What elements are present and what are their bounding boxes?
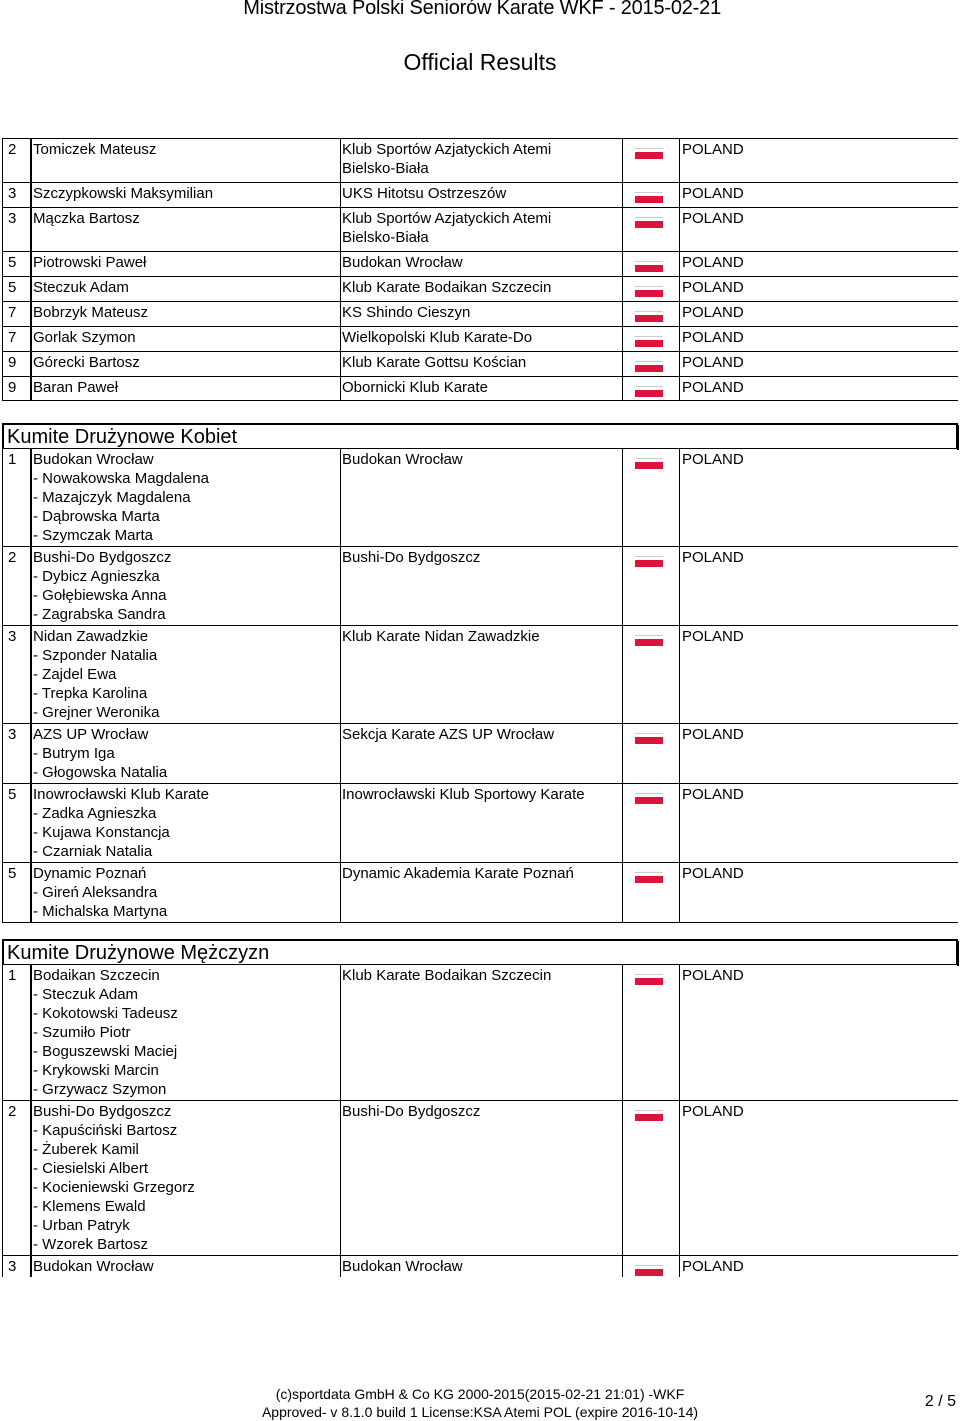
team-cell <box>30 625 340 723</box>
team-member: - Zajdel Ewa <box>33 666 117 683</box>
rank-cell: 5 <box>2 251 30 276</box>
team-member: - Szumiło Piotr <box>33 1024 131 1041</box>
team-member: - Boguszewski Maciej <box>33 1043 178 1060</box>
team-member: - Czarniak Natalia <box>33 843 153 860</box>
poland-flag-icon <box>635 148 663 158</box>
team-member: - Dąbrowska Marta <box>33 508 160 525</box>
club-name-line: Klub Sportów Azjatyckich Atemi <box>342 141 552 158</box>
team-member: - Grejner Weronika <box>33 704 160 721</box>
club-cell <box>340 182 622 207</box>
poland-flag-icon <box>635 793 663 803</box>
flag-cell <box>622 276 679 301</box>
result-row <box>2 351 958 376</box>
country-cell: POLAND <box>679 301 957 326</box>
team-row <box>2 964 958 1100</box>
club-cell <box>340 276 622 301</box>
team-row <box>2 783 958 862</box>
team-cell <box>30 723 340 783</box>
team-member: - Nowakowska Magdalena <box>33 470 209 487</box>
team-name: Dynamic Poznań <box>33 865 147 882</box>
club-name-line: KS Shindo Cieszyn <box>342 304 471 321</box>
team-member: - Głogowska Natalia <box>33 764 168 781</box>
team-member: - Steczuk Adam <box>33 986 139 1003</box>
flag-cell <box>622 625 679 723</box>
club-name-line: Budokan Wrocław <box>342 254 463 271</box>
result-row <box>2 251 958 276</box>
club-cell: Klub Karate Bodaikan Szczecin <box>340 964 622 1100</box>
country-cell: POLAND <box>679 1100 957 1255</box>
team-member: - Zagrabska Sandra <box>33 606 166 623</box>
team-name: Inowrocławski Klub Karate <box>33 786 209 803</box>
club-cell: Dynamic Akademia Karate Poznań <box>340 862 622 923</box>
athlete-name: Tomiczek Mateusz <box>30 138 340 182</box>
poland-flag-icon <box>635 733 663 743</box>
team-member: - Mazajczyk Magdalena <box>33 489 191 506</box>
club-name-line: UKS Hitotsu Ostrzeszów <box>342 185 507 202</box>
team-cell <box>30 1255 340 1277</box>
team-member: - Żuberek Kamil <box>33 1141 139 1158</box>
rank-cell: 3 <box>2 207 30 251</box>
club-name-line: Bielsko-Biała <box>342 229 429 246</box>
team-cell <box>30 546 340 625</box>
club-cell <box>340 251 622 276</box>
team-row <box>2 546 958 625</box>
team-row <box>2 448 958 546</box>
team-member: - Wzorek Bartosz <box>33 1236 149 1253</box>
poland-flag-icon <box>635 192 663 202</box>
team-member: - Szymczak Marta <box>33 527 154 544</box>
country-cell: POLAND <box>679 376 957 401</box>
athlete-name: Piotrowski Paweł <box>30 251 340 276</box>
team-name: Bushi-Do Bydgoszcz <box>33 549 172 566</box>
country-cell: POLAND <box>679 546 957 625</box>
team-row <box>2 1255 958 1277</box>
result-row <box>2 207 958 251</box>
team-member: - Kocieniewski Grzegorz <box>33 1179 195 1196</box>
country-cell: POLAND <box>679 862 957 923</box>
team-row <box>2 625 958 723</box>
country-cell: POLAND <box>679 1255 957 1277</box>
poland-flag-icon <box>635 872 663 882</box>
country-cell: POLAND <box>679 351 957 376</box>
team-member: - Grzywacz Szymon <box>33 1081 167 1098</box>
country-cell: POLAND <box>679 326 957 351</box>
club-cell: Budokan Wrocław <box>340 448 622 546</box>
poland-flag-icon <box>635 311 663 321</box>
flag-cell <box>622 783 679 862</box>
rank-cell: 9 <box>2 376 30 401</box>
rank-cell: 3 <box>2 1255 30 1277</box>
flag-cell <box>622 138 679 182</box>
athlete-name: Szczypkowski Maksymilian <box>30 182 340 207</box>
club-name-line: Obornicki Klub Karate <box>342 379 488 396</box>
team-name: Bushi-Do Bydgoszcz <box>33 1103 172 1120</box>
club-name-line: Klub Karate Bodaikan Szczecin <box>342 279 552 296</box>
team-member: - Szponder Natalia <box>33 647 158 664</box>
flag-cell <box>622 207 679 251</box>
rank-cell: 2 <box>2 138 30 182</box>
athlete-name: Bobrzyk Mateusz <box>30 301 340 326</box>
country-cell: POLAND <box>679 783 957 862</box>
team-cell <box>30 1100 340 1255</box>
team-results-table <box>2 448 958 923</box>
flag-cell <box>622 862 679 923</box>
result-row <box>2 182 958 207</box>
result-row <box>2 326 958 351</box>
team-name: Bodaikan Szczecin <box>33 967 160 984</box>
rank-cell: 3 <box>2 182 30 207</box>
team-member: - Klemens Ewald <box>33 1198 146 1215</box>
country-cell: POLAND <box>679 964 957 1100</box>
rank-cell: 3 <box>2 723 30 783</box>
club-name-line: Klub Sportów Azjatyckich Atemi <box>342 210 552 227</box>
country-cell: POLAND <box>679 251 957 276</box>
team-cell <box>30 783 340 862</box>
team-cell <box>30 448 340 546</box>
flag-cell <box>622 351 679 376</box>
rank-cell: 2 <box>2 546 30 625</box>
poland-flag-icon <box>635 458 663 468</box>
footer-license: Approved- v 8.1.0 build 1 License:KSA Atemi POL (expire 2016-10-14) <box>261 1404 699 1420</box>
rank-cell: 5 <box>2 783 30 862</box>
team-member: - Krykowski Marcin <box>33 1062 159 1079</box>
poland-flag-icon <box>635 217 663 227</box>
team-row <box>2 862 958 923</box>
country-cell: POLAND <box>679 207 957 251</box>
poland-flag-icon <box>635 286 663 296</box>
club-cell <box>340 207 622 251</box>
athlete-name: Mączka Bartosz <box>30 207 340 251</box>
club-cell: Bushi-Do Bydgoszcz <box>340 1100 622 1255</box>
poland-flag-icon <box>635 1110 663 1120</box>
club-cell <box>340 376 622 401</box>
club-cell <box>340 138 622 182</box>
flag-cell <box>622 448 679 546</box>
rank-cell: 2 <box>2 1100 30 1255</box>
flag-cell <box>622 1100 679 1255</box>
flag-cell <box>622 376 679 401</box>
country-cell: POLAND <box>679 138 957 182</box>
individual-results-table <box>2 138 958 401</box>
poland-flag-icon <box>635 361 663 371</box>
team-name: Budokan Wrocław <box>33 1258 154 1275</box>
section-title-text: Kumite Drużynowe Kobiet <box>7 426 238 448</box>
rank-cell: 1 <box>2 964 30 1100</box>
team-member: - Butrym Iga <box>33 745 115 762</box>
flag-cell <box>622 723 679 783</box>
team-member: - Ciesielski Albert <box>33 1160 149 1177</box>
rank-cell: 9 <box>2 351 30 376</box>
footer-copyright: (c)sportdata GmbH & Co KG 2000-2015(2015-02-21 21:01) -WKF <box>275 1386 685 1402</box>
team-cell <box>30 862 340 923</box>
poland-flag-icon <box>635 556 663 566</box>
team-name: Nidan Zawadzkie <box>33 628 149 645</box>
team-name: Budokan Wrocław <box>33 451 154 468</box>
team-cell <box>30 964 340 1100</box>
poland-flag-icon <box>635 261 663 271</box>
team-member: - Kokotowski Tadeusz <box>33 1005 178 1022</box>
club-cell: Bushi-Do Bydgoszcz <box>340 546 622 625</box>
country-cell: POLAND <box>679 182 957 207</box>
poland-flag-icon <box>635 974 663 984</box>
club-cell <box>340 351 622 376</box>
team-name: AZS UP Wrocław <box>33 726 149 743</box>
rank-cell: 7 <box>2 326 30 351</box>
club-name-line: Klub Karate Gottsu Kościan <box>342 354 527 371</box>
result-row <box>2 276 958 301</box>
poland-flag-icon <box>635 336 663 346</box>
rank-cell: 3 <box>2 625 30 723</box>
athlete-name: Górecki Bartosz <box>30 351 340 376</box>
country-cell: POLAND <box>679 276 957 301</box>
poland-flag-icon <box>635 635 663 645</box>
club-cell: Inowrocławski Klub Sportowy Karate <box>340 783 622 862</box>
club-cell <box>340 326 622 351</box>
flag-cell <box>622 326 679 351</box>
flag-cell <box>622 301 679 326</box>
poland-flag-icon <box>635 1265 663 1275</box>
club-name-line: Wielkopolski Klub Karate-Do <box>342 329 533 346</box>
athlete-name: Steczuk Adam <box>30 276 340 301</box>
section-title <box>2 939 958 964</box>
team-row <box>2 723 958 783</box>
team-member: - Zadka Agnieszka <box>33 805 157 822</box>
club-cell: Budokan Wrocław <box>340 1255 622 1277</box>
athlete-name: Baran Paweł <box>30 376 340 401</box>
country-cell: POLAND <box>679 448 957 546</box>
rank-cell: 1 <box>2 448 30 546</box>
result-row <box>2 376 958 401</box>
team-member: - Urban Patryk <box>33 1217 130 1234</box>
document-title: Official Results <box>403 49 557 75</box>
result-row <box>2 138 958 182</box>
athlete-name: Gorlak Szymon <box>30 326 340 351</box>
page-number: 2 / 5 <box>924 1393 956 1410</box>
club-cell: Sekcja Karate AZS UP Wrocław <box>340 723 622 783</box>
country-cell: POLAND <box>679 625 957 723</box>
flag-cell <box>622 964 679 1100</box>
club-cell: Klub Karate Nidan Zawadzkie <box>340 625 622 723</box>
rank-cell: 7 <box>2 301 30 326</box>
flag-cell <box>622 1255 679 1277</box>
section-title <box>2 423 958 448</box>
team-member: - Kujawa Konstancja <box>33 824 170 841</box>
team-row <box>2 1100 958 1255</box>
team-member: - Dybicz Agnieszka <box>33 568 160 585</box>
club-name-line: Bielsko-Biała <box>342 160 429 177</box>
result-row <box>2 301 958 326</box>
team-member: - Gireń Aleksandra <box>33 884 158 901</box>
flag-cell <box>622 251 679 276</box>
country-cell: POLAND <box>679 723 957 783</box>
flag-cell <box>622 182 679 207</box>
rank-cell: 5 <box>2 276 30 301</box>
club-cell <box>340 301 622 326</box>
rank-cell: 5 <box>2 862 30 923</box>
event-title: Mistrzostwa Polski Seniorów Karate WKF - 2015-02-21 <box>243 0 721 19</box>
section-title-text: Kumite Drużynowe Mężczyzn <box>7 942 270 964</box>
flag-cell <box>622 546 679 625</box>
page-header <box>0 0 960 20</box>
team-member: - Michalska Martyna <box>33 903 168 920</box>
team-member: - Trepka Karolina <box>33 685 148 702</box>
poland-flag-icon <box>635 386 663 396</box>
team-member: - Kapuściński Bartosz <box>33 1122 178 1139</box>
team-member: - Gołębiewska Anna <box>33 587 167 604</box>
team-results-table <box>2 964 958 1277</box>
